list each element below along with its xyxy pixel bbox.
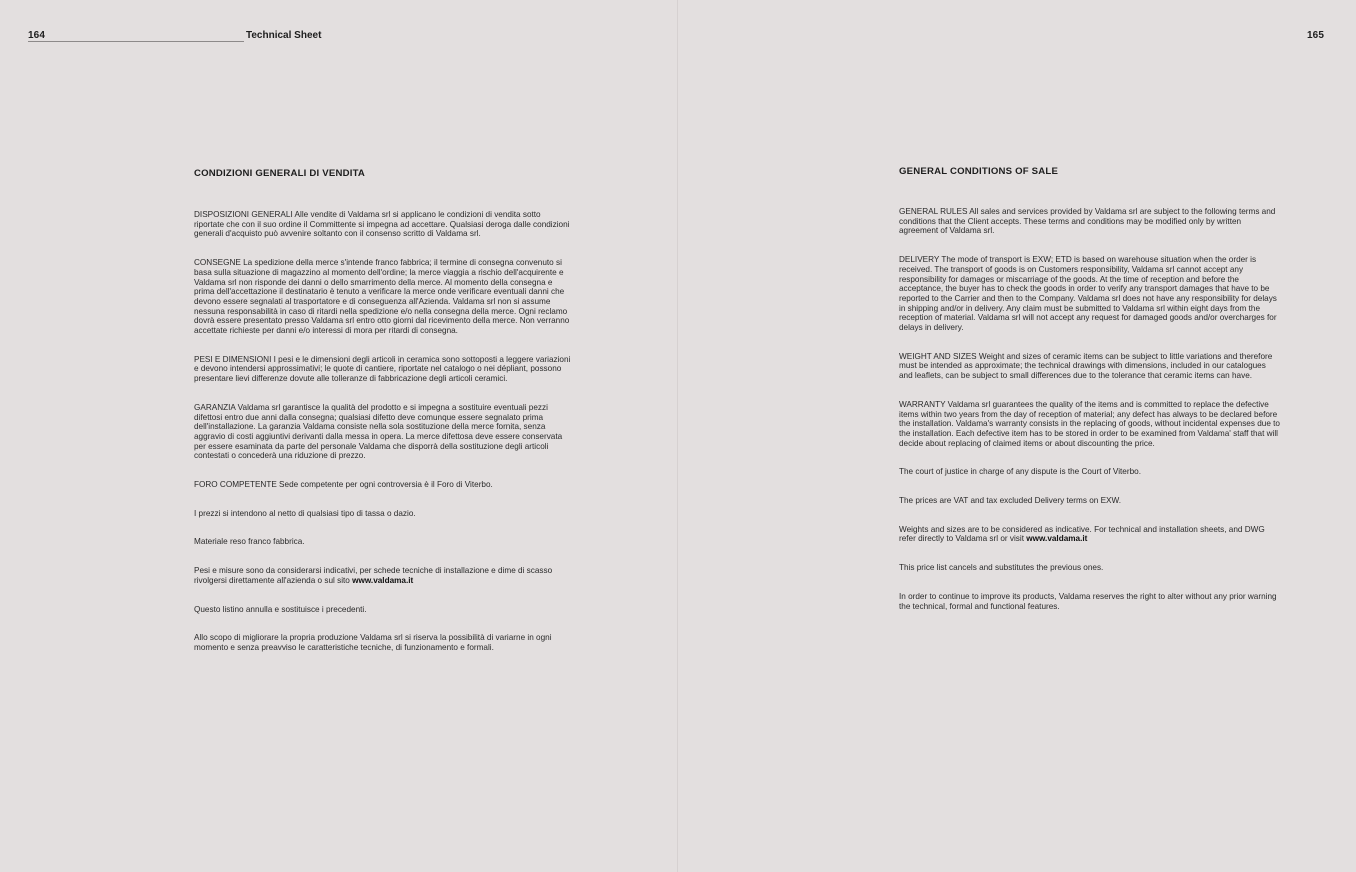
paragraph-deliveries: CONSEGNE La spedizione della merce s'intende franco fabbrica; il termine di consegna convenuto si basa sulla situazione di magazzino al momento dell'ordine; la merce viaggia a rischio dell'acquirente e Valdama srl non risponde dei danni o dello smarrimento della merce. Al momento della consegna e prima dell'accettazione il destinatario è tenuto a verificare la merce onde verificare eventuali danni che devono essere segnalati al trasportatore e di conseguenza all'Azienda. Valdama srl non si assume nessuna responsabilità in caso di ritardi nella spedizione e/o nella consegna della merce. Ogni reclamo dovrà essere presentato presso Valdama srl entro otto giorni dal ricevimento della merce. Non verranno accettate richieste per danni e/o interessi di mora per ritardi di consegna. [194,258,570,336]
website-paragraph-text: Pesi e misure sono da considerarsi indicativi, per schede tecniche di installazione e dime di scasso rivolgersi direttamente all'azienda o sul sito [194,566,553,585]
paragraph-general-provisions: DISPOSIZIONI GENERALI Alle vendite di Valdama srl si applicano le condizioni di vendita sotto riportate che con il suo ordine il Committente si impegna ad accettare. Qualsiasi deroga dalle condizioni generali d'acquisto può avvenire soltanto con il consenso scritto di Valdama srl. [194,210,570,239]
section-label: Technical Sheet [246,30,322,41]
paragraph-supersedes: This price list cancels and substitutes the previous ones. [899,563,1104,573]
paragraph-returns: Materiale reso franco fabbrica. [194,537,305,547]
paragraph-website [899,525,1281,544]
paragraph-prices: I prezzi si intendono al netto di qualsiasi tipo di tassa o dazio. [194,508,416,518]
paragraph-weights-dimensions: PESI E DIMENSIONI I pesi e le dimensioni degli articoli in ceramica sono sottoposti a leggere variazioni e devono intendersi approssimativi; le quote di cantiere, riportate nel catalogo o nei dépliant, possono presentare lievi differenze dovute alle tolleranze di fabbricazione degli articoli ceramici. [194,354,571,384]
paragraph-prices: The prices are VAT and tax excluded Delivery terms on EXW. [899,496,1122,506]
page-title: GENERAL CONDITIONS OF SALE [899,166,1059,177]
paragraph-general-rules: GENERAL RULES All sales and services provided by Valdama srl are subject to the following terms and conditions that the Client accepts. These terms and conditions may be modified only by written agreement of Valdama srl. [899,207,1276,236]
conditions-text-column [194,210,572,672]
paragraph-modifications: In order to continue to improve its products, Valdama reserves the right to alter without any prior warning the technical, formal and functional features. [899,591,1277,611]
website-link[interactable]: www.valdama.it [352,575,414,585]
page-title: CONDIZIONI GENERALI DI VENDITA [194,168,366,179]
right-page [678,0,1356,872]
paragraph-court: The court of justice in charge of any dispute is the Court of Viterbo. [899,467,1141,477]
page-number: 164 [28,30,45,41]
paragraph-delivery: DELIVERY The mode of transport is EXW; ETD is based on warehouse situation when the order is received. The transport of goods is on Customers responsibility, Valdama srl cannot accept any responsibility for damages or miscarriage of the goods. At the time of reception and before the acceptance, the buyer has to check the goods in order to verify any transport damages that have to be reported to the Carrier and then to the Company. Valdama srl does not have any responsibility for delays in shipping and/or in delivery. Any claim must be submitted to Valdama srl within eight days from the reception of material. Valdama srl will not accept any request for damaged goods and/or overcharges for delays in delivery. [899,255,1277,333]
paragraph-warranty: WARRANTY Valdama srl guarantees the quality of the items and is committed to replace the defective items within two years from the day of reception of material; any defect has always to be declared before the installation. Valdama's warranty consists in the replacing of goods, without incidental expenses due to the installation. Each defective item has to be stored in order to be examined from Valdama' staff that will decide about replacing of claimed items or about discounting the price. [899,399,1280,448]
page-number: 165 [1307,30,1324,41]
header-rule [28,41,244,42]
conditions-text-column [899,207,1281,630]
paragraph-court: FORO COMPETENTE Sede competente per ogni controversia è il Foro di Viterbo. [194,480,493,490]
paragraph-supersedes: Questo listino annulla e sostituisce i precedenti. [194,604,367,614]
paragraph-modifications: Allo scopo di migliorare la propria produzione Valdama srl si riserva la possibilità di variarne in ogni momento e senza preavviso le caratteristiche tecniche, di funzionamento e formali. [194,633,552,652]
paragraph-warranty: GARANZIA Valdama srl garantisce la qualità del prodotto e si impegna a sostituire eventuali pezzi difettosi entro due anni dalla consegna; qualsiasi difetto deve comunque essere segnalato prima dell'installazione. La garanzia Valdama consiste nella sola sostituzione della merce fornita, senza aggravio di costi aggiuntivi derivanti dalla messa in opera. La merce difettosa deve essere conservata per essere esaminata da parte del personale Valdama che disporrà della sostituzione degli articoli contestati o concederà una riduzione di prezzo. [194,402,563,461]
paragraph-weight-sizes: WEIGHT AND SIZES Weight and sizes of ceramic items can be subject to little variations and therefore must be intended as approximate; the technical drawings with dimensions, included in our catalogues and leaflets, can be subject to small differences due to the tolerance that ceramic items can have. [899,351,1273,381]
website-link[interactable]: www.valdama.it [1026,534,1088,544]
website-paragraph-text: Weights and sizes are to be considered as indicative. For technical and installation sheets, and DWG refer directly to Valdama srl or visit [899,524,1265,544]
paragraph-website [194,566,572,585]
